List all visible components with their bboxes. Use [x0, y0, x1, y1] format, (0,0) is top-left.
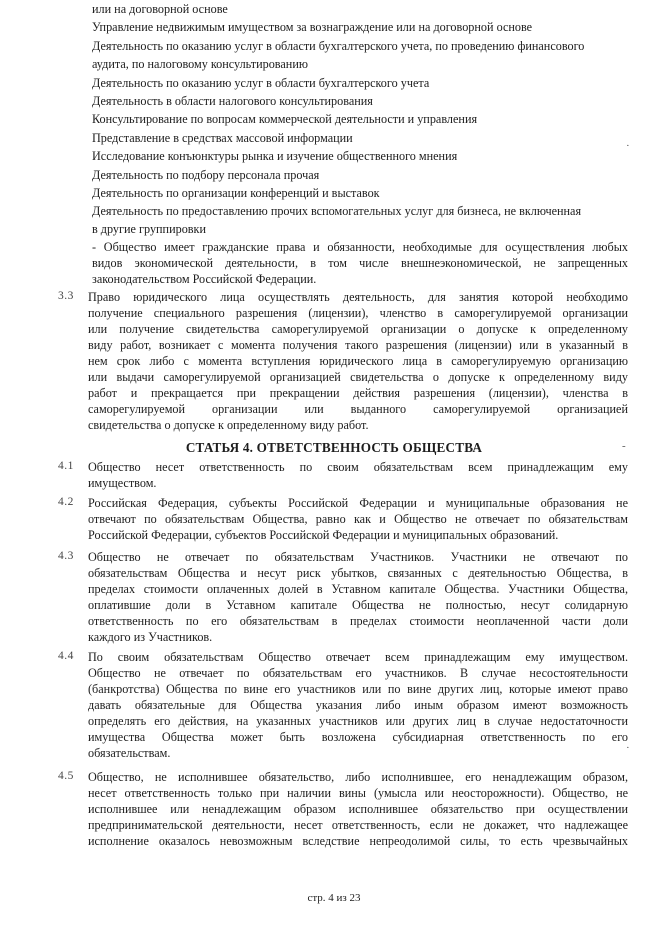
- activity-line: Деятельность в области налогового консультирования: [92, 94, 373, 108]
- clause-line: Общество не отвечает по обязательствам Участников. Участники не отвечают по: [88, 550, 628, 564]
- clause-line: обязательствам Общества и несут риск убытков, связанных с деятельностью Общества, в: [88, 566, 628, 580]
- activity-line: Консультирование по вопросам коммерческой деятельности и управления: [92, 112, 478, 126]
- activity-line: Деятельность по подбору персонала прочая: [92, 168, 320, 182]
- clause-line: работ и прекращается при прекращении действия разрешения (лицензии), членства в: [88, 386, 628, 400]
- clause-line: или выдачи саморегулируемой организацией свидетельства о допуске к определенному виду: [88, 370, 628, 384]
- activity-line: Исследование конъюнктуры рынка и изучение общественного мнения: [92, 149, 458, 163]
- clause-line: пределах стоимости оплаченных долей в Уставном капитале Общества. Участники Общества,: [88, 582, 628, 596]
- clause-number: 4.1: [58, 460, 74, 472]
- clause-number: 3.3: [58, 290, 74, 302]
- clause-number: 4.4: [58, 650, 74, 662]
- clause-line: каждого из Участников.: [88, 630, 213, 644]
- activity-line: Деятельность по оказанию услуг в области бухгалтерского учета: [92, 76, 430, 90]
- clause-line: несет ответственность только при наличии вины (умысла или неосторожности). Общество, не: [88, 786, 628, 800]
- clause-line: ответственность по его обязательствам в пределах стоимости неоплаченной части доли: [88, 614, 628, 628]
- page-number: стр. 4 из 23: [307, 892, 361, 904]
- scan-mark: -: [622, 440, 626, 452]
- clause-line: исполнение оказалось невозможным вследствие непреодолимой силы, то есть чрезвычайных: [88, 834, 628, 848]
- clause-line: отвечают по обязательствам Общества, равно как и Общество не отвечает по обязательствам: [88, 512, 628, 526]
- clause-number: 4.2: [58, 496, 74, 508]
- article-heading: СТАТЬЯ 4. ОТВЕТСТВЕННОСТЬ ОБЩЕСТВА: [185, 440, 483, 455]
- clause-line: оплатившие доли в Уставном капитале Общества не полностью, несут солидарную: [88, 598, 628, 612]
- clause-line: виду работ, возникает с момента получения такого разрешения (лицензии) или в указанный в: [88, 338, 628, 352]
- clause-line: давать обязательные для Общества указания либо иным образом имеют возможность: [88, 698, 628, 712]
- activity-line: в другие группировки: [92, 222, 206, 236]
- paragraph-line: видов экономической деятельности, в том числе внешнеэкономической, не запрещенных: [92, 256, 628, 270]
- clause-line: предпринимательской деятельности, несет ответственность, если не докажет, что надлежащее: [88, 818, 628, 832]
- activity-line: Деятельность по оказанию услуг в области бухгалтерского учета, по проведению финансового: [92, 39, 585, 53]
- paragraph-line: законодательством Российской Федерации.: [92, 272, 317, 286]
- paragraph-line: - Общество имеет гражданские права и обязанности, необходимые для осуществления любых: [92, 240, 628, 254]
- clause-line: саморегулируемой организации или выданного саморегулируемой организацией: [88, 402, 628, 416]
- clause-line: Право юридического лица осуществлять деятельность, для занятия которой необходимо: [88, 290, 628, 304]
- scan-mark: ·: [626, 742, 630, 754]
- activity-line: Представление в средствах массовой информации: [92, 131, 353, 145]
- clause-line: или получение свидетельства саморегулируемой организации о допуске к определенному: [88, 322, 628, 336]
- activity-line: аудита, по налоговому консультированию: [92, 57, 308, 71]
- activity-line: Деятельность по организации конференций и выставок: [92, 186, 380, 200]
- activity-line: Управление недвижимым имуществом за вознаграждение или на договорной основе: [92, 20, 533, 34]
- clause-line: Общество, не исполнившее обязательство, либо исполнившее, его ненадлежащим образом,: [88, 770, 628, 784]
- activity-line: или на договорной основе: [92, 2, 228, 16]
- clause-line: получение специального разрешения (лицензии), членство в саморегулируемой организации: [88, 306, 628, 320]
- clause-line: исполнившее или ненадлежащим образом исполнившее обязательство при осуществлении: [88, 802, 628, 816]
- clause-line: Российская Федерация, субъекты Российской Федерации и муниципальные образования не: [88, 496, 628, 510]
- clause-line: свидетельства о допуске к определенному виду работ.: [88, 418, 369, 432]
- clause-line: Общество не отвечает по обязательствам его участников. В случае несостоятельности: [88, 666, 628, 680]
- clause-line: определять его действия, на указанных участников или других лиц в случае недостаточности: [88, 714, 628, 728]
- clause-line: (банкротства) Общества по вине его участников или по вине других лиц, которые имеют право: [88, 682, 628, 696]
- clause-line: имуществом.: [88, 476, 157, 490]
- clause-line: По своим обязательствам Общество отвечает всем принадлежащим ему имуществом.: [88, 650, 628, 664]
- clause-line: нем срок либо с момента вступления юридического лица в саморегулируемую организацию: [88, 354, 628, 368]
- clause-line: имущества Общества может быть возложена субсидиарная ответственность по его: [88, 730, 628, 744]
- clause-line: Российской Федерации, субъектов Российской Федерации и муниципальных образований.: [88, 528, 559, 542]
- clause-number: 4.5: [58, 770, 74, 782]
- activity-line: Деятельность по предоставлению прочих вспомогательных услуг для бизнеса, не включенная: [92, 204, 582, 218]
- scan-mark: ·: [626, 140, 630, 152]
- clause-line: обязательствам.: [88, 746, 171, 760]
- clause-line: Общество несет ответственность по своим обязательствам всем принадлежащим ему: [88, 460, 628, 474]
- clause-number: 4.3: [58, 550, 74, 562]
